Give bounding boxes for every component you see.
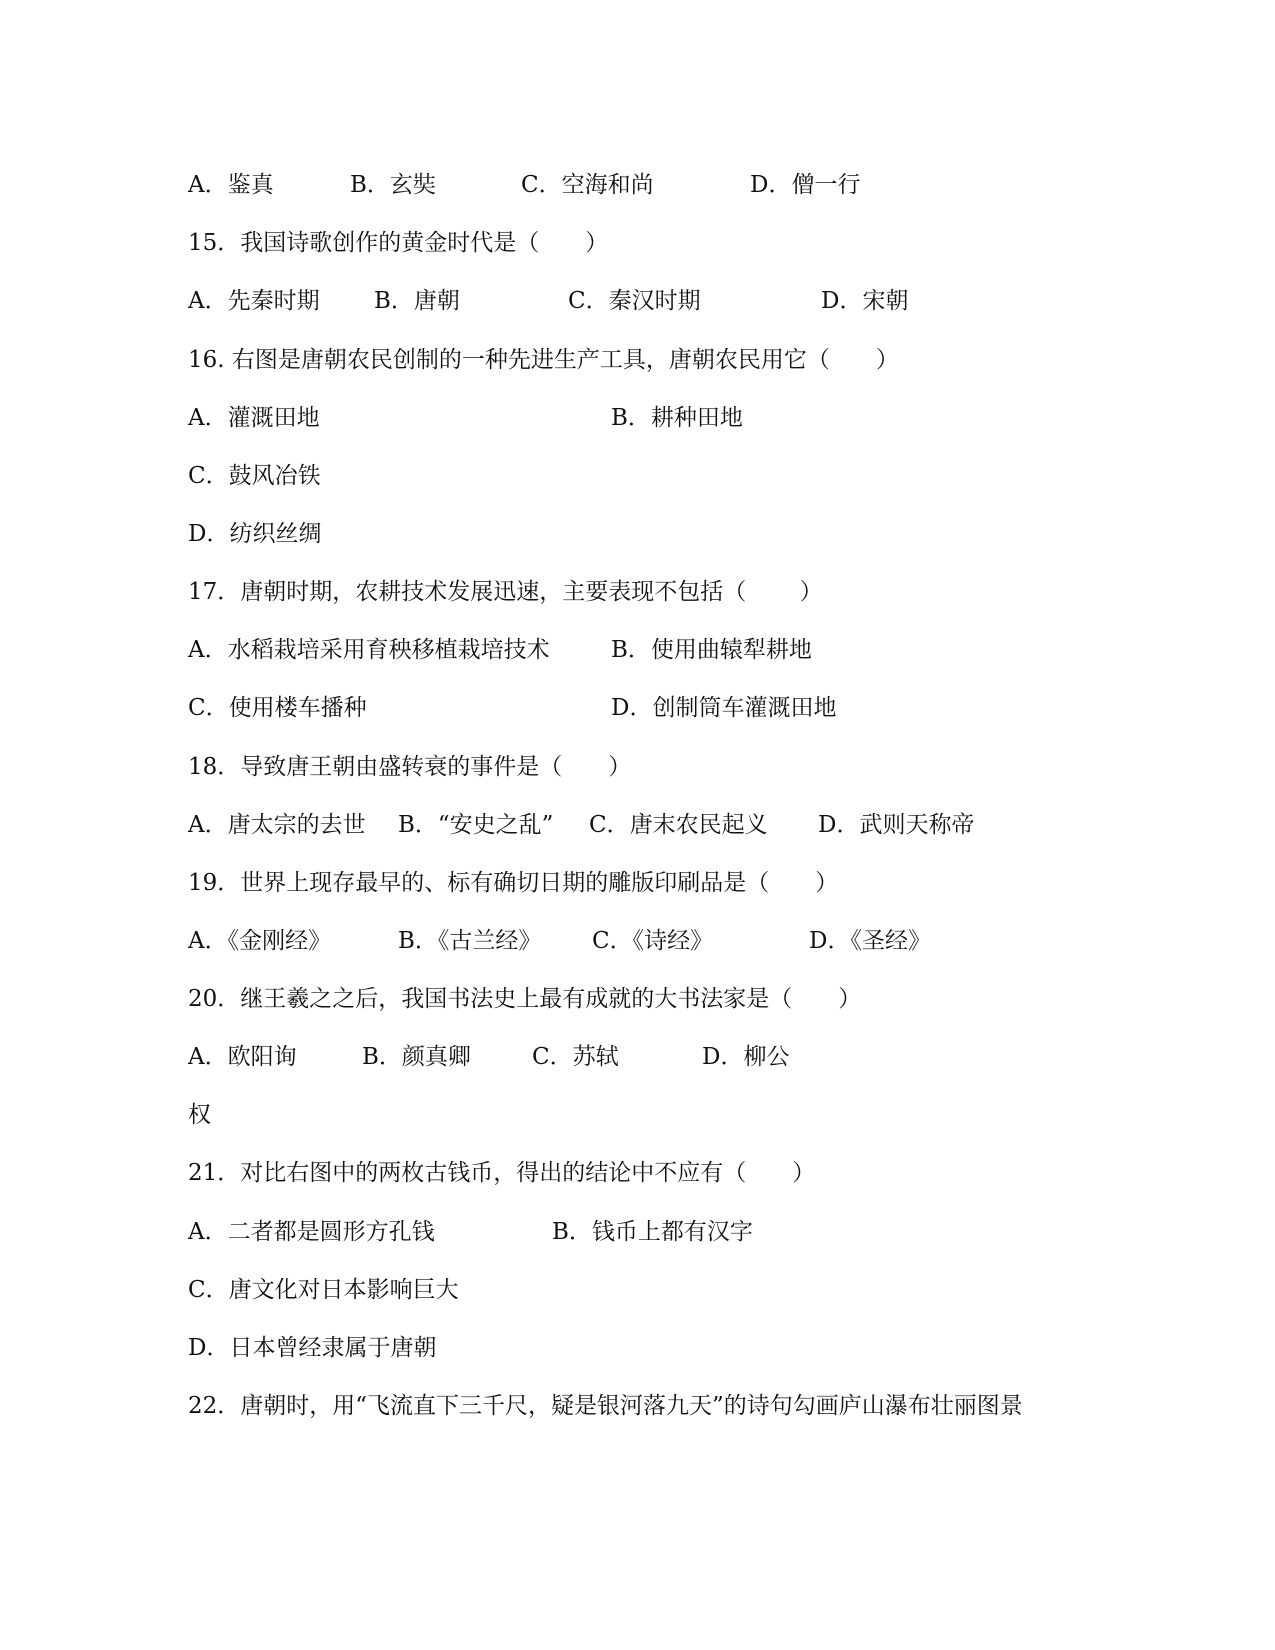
q19-option-d: D．《圣经》 [809, 928, 931, 954]
q17-option-c: C．使用楼车播种 [188, 695, 367, 721]
q18-option-b: B．“安史之乱” [398, 812, 554, 838]
q16-option-a: A．灌溉田地 [188, 405, 320, 431]
q20-option-c: C．苏轼 [532, 1044, 619, 1070]
q21-option-a: A．二者都是圆形方孔钱 [188, 1219, 435, 1245]
q18-question: 18．导致唐王朝由盛转衰的事件是（ ） [188, 754, 632, 780]
q19-question: 19．世界上现存最早的、标有确切日期的雕版印刷品是（ ） [188, 870, 839, 896]
q14-option-c: C．空海和尚 [521, 172, 654, 198]
q17-option-a: A．水稻栽培采用育秧移植栽培技术 [188, 637, 550, 663]
q18-option-d: D．武则天称帝 [818, 812, 975, 838]
q19-option-c: C．《诗经》 [592, 928, 714, 954]
q16-option-c: C．鼓风冶铁 [188, 463, 321, 489]
q15-question: 15．我国诗歌创作的黄金时代是（ ） [188, 230, 609, 256]
q15-option-a: A．先秦时期 [188, 288, 320, 314]
q20-option-d-continuation: 权 [188, 1102, 211, 1128]
q15-option-d: D．宋朝 [821, 288, 909, 314]
q16-question: 16. 右图是唐朝农民创制的一种先进生产工具，唐朝农民用它（ ） [188, 347, 899, 373]
q15-option-b: B．唐朝 [374, 288, 460, 314]
q22-question: 22．唐朝时，用“飞流直下三千尺，疑是银河落九天”的诗句勾画庐山瀑布壮丽图景 [188, 1393, 1023, 1419]
q21-question: 21．对比右图中的两枚古钱币，得出的结论中不应有（ ） [188, 1160, 816, 1186]
q14-option-b: B．玄奘 [350, 172, 436, 198]
q17-question: 17．唐朝时期，农耕技术发展迅速，主要表现不包括（ ） [188, 579, 823, 605]
q20-question: 20．继王羲之之后，我国书法史上最有成就的大书法家是（ ） [188, 986, 862, 1012]
q21-option-d: D．日本曾经隶属于唐朝 [188, 1335, 437, 1361]
q20-option-b: B．颜真卿 [362, 1044, 471, 1070]
q16-option-b: B．耕种田地 [611, 405, 743, 431]
q14-option-d: D．僧一行 [750, 172, 861, 198]
q14-option-a: A．鉴真 [188, 172, 274, 198]
q17-option-b: B．使用曲辕犁耕地 [611, 637, 812, 663]
q19-option-b: B．《古兰经》 [398, 928, 542, 954]
q20-option-d: D．柳公 [702, 1044, 790, 1070]
q17-option-d: D．创制筒车灌溉田地 [611, 695, 837, 721]
q16-option-d: D．纺织丝绸 [188, 521, 322, 547]
q21-option-b: B．钱币上都有汉字 [552, 1219, 753, 1245]
q18-option-c: C．唐末农民起义 [589, 812, 768, 838]
q19-option-a: A．《金刚经》 [188, 928, 332, 954]
q20-option-a: A．欧阳询 [188, 1044, 297, 1070]
q21-option-c: C．唐文化对日本影响巨大 [188, 1277, 459, 1303]
q18-option-a: A．唐太宗的去世 [188, 812, 366, 838]
q15-option-c: C．秦汉时期 [568, 288, 701, 314]
